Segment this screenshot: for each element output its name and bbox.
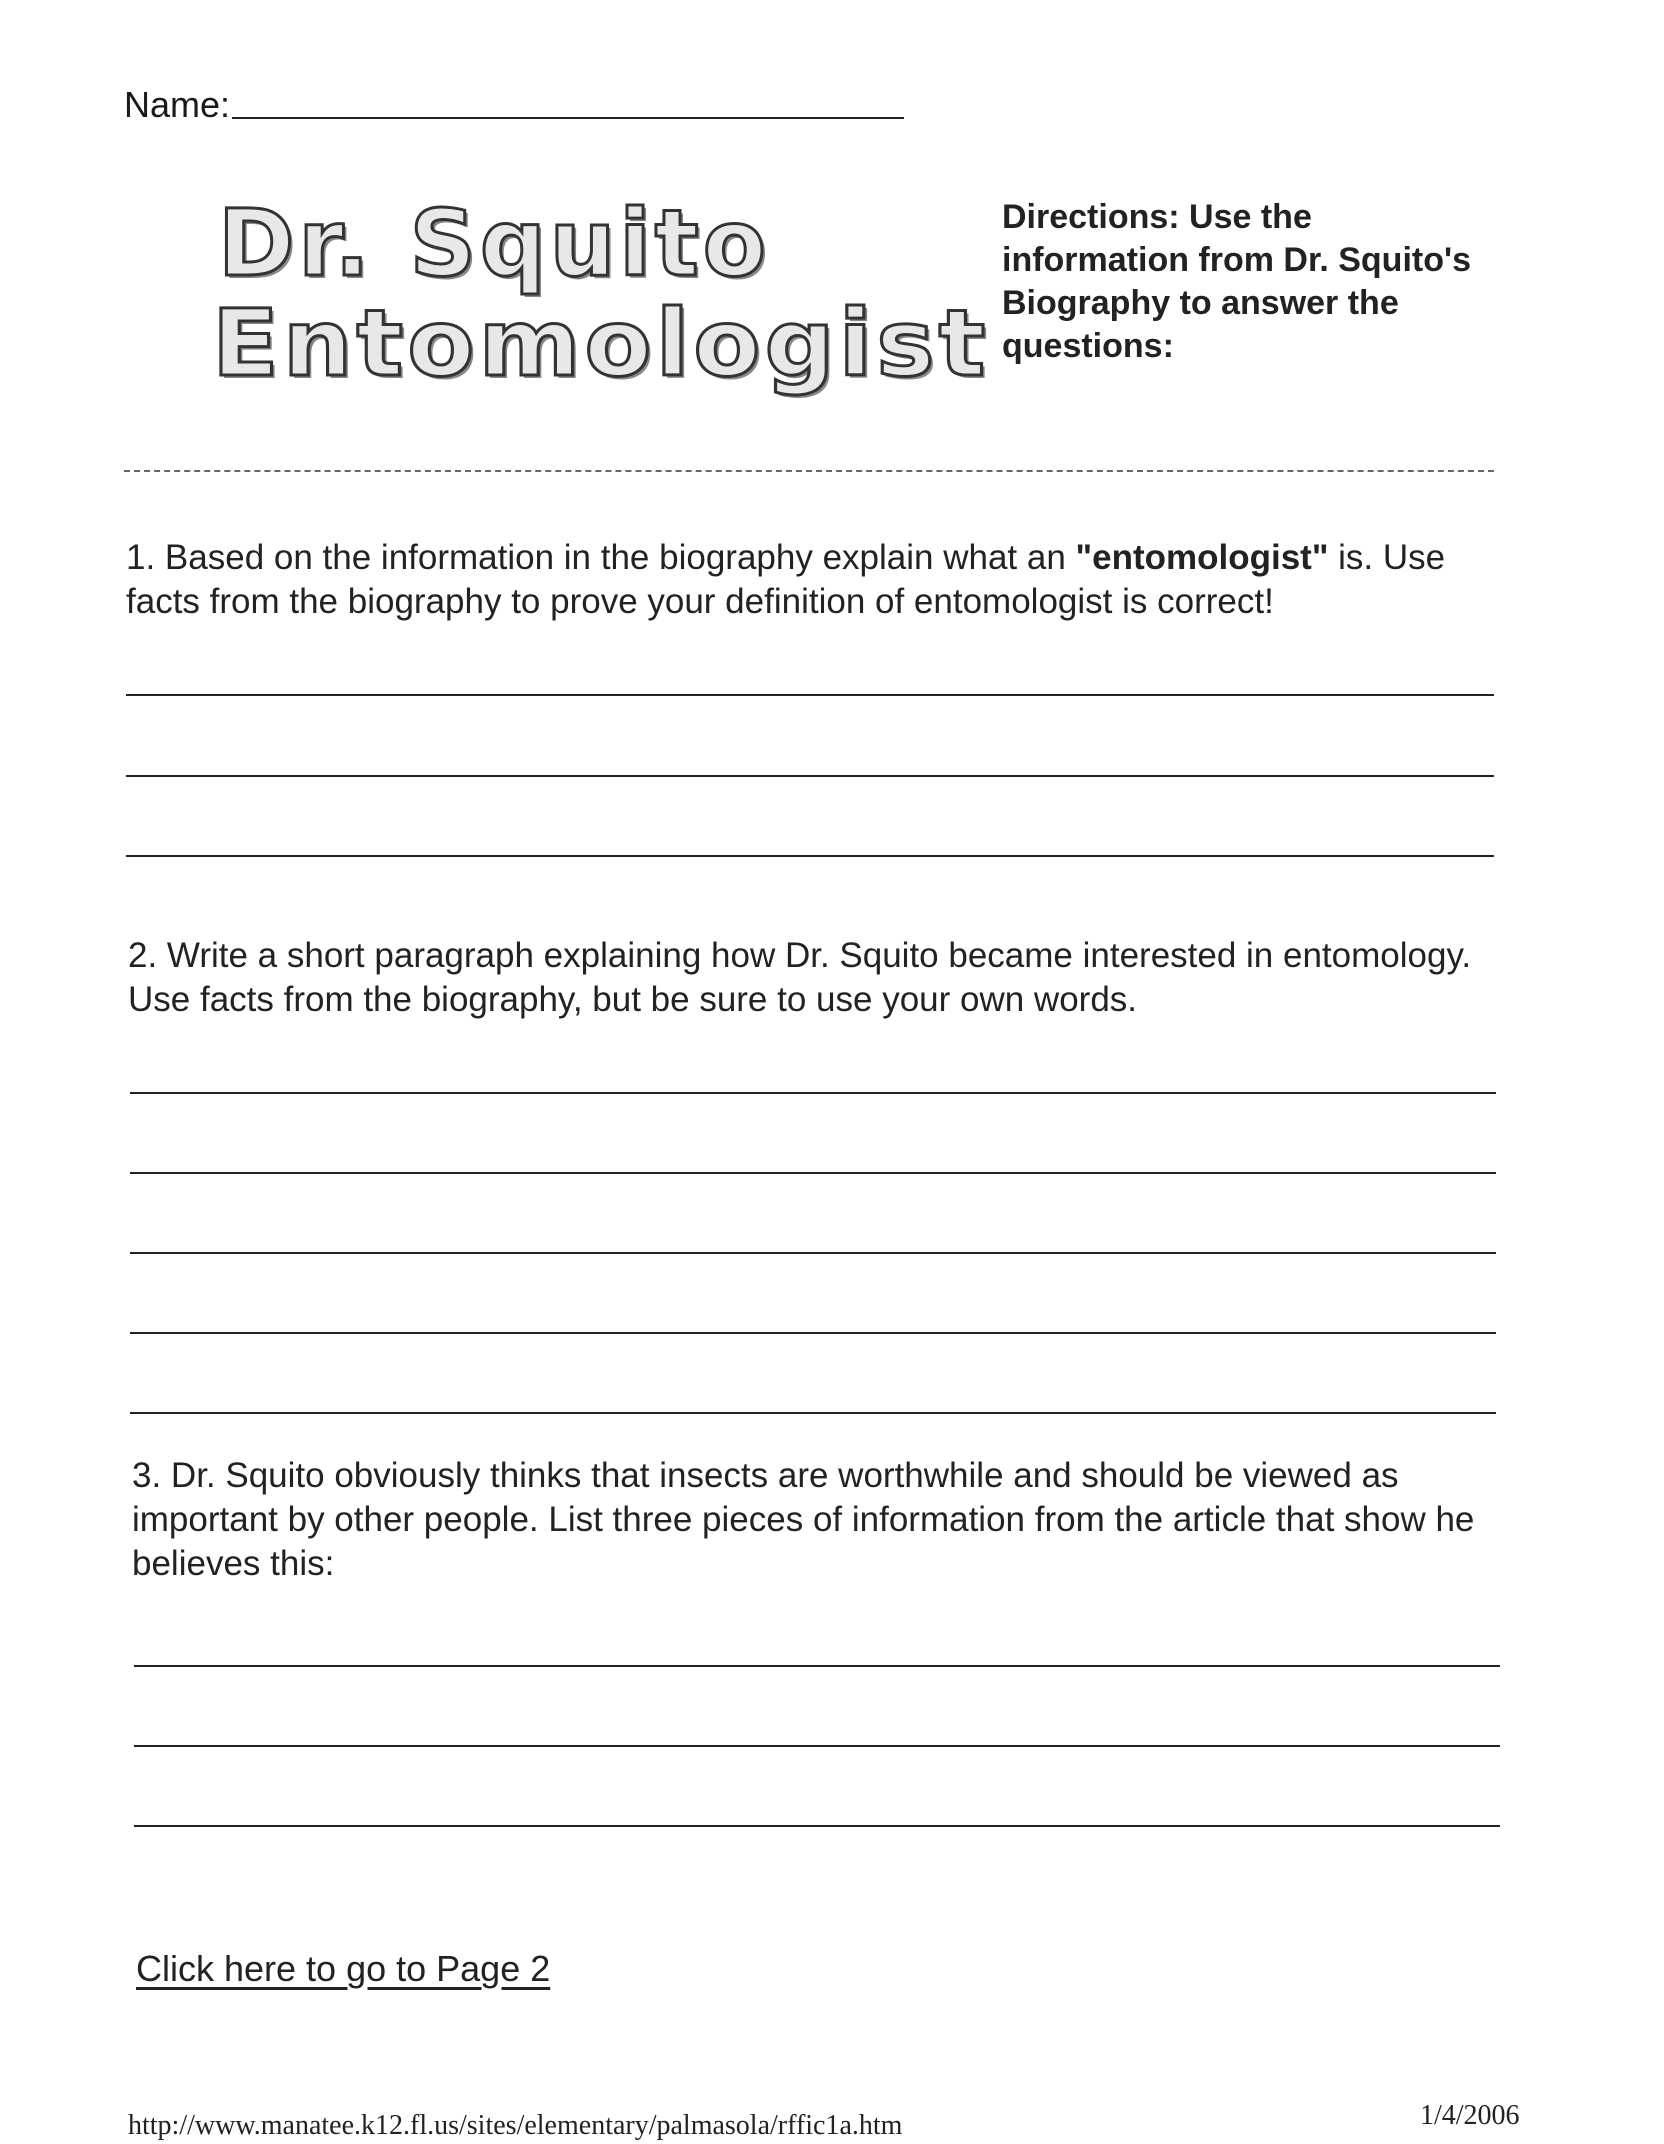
answer-line[interactable]	[126, 775, 1494, 777]
question-2: 2. Write a short paragraph explaining how Dr. Squito became interested in entomology. Use facts from the biography, but be sure to use your own words.	[128, 936, 1472, 1019]
question-3: 3. Dr. Squito obviously thinks that insects are worthwhile and should be viewed as important by other people. List three pieces of information from the article that show he believes this:	[132, 1456, 1475, 1583]
answer-line[interactable]	[126, 694, 1494, 696]
answer-line[interactable]	[130, 1412, 1496, 1414]
directions-text: Directions: Use the information from Dr. Squito's Biography to answer the questions:	[1002, 198, 1471, 365]
answer-line[interactable]	[130, 1092, 1496, 1094]
title-line-2: Entomologist	[212, 290, 990, 397]
name-field-line[interactable]	[232, 117, 904, 119]
title-line-1: Dr. Squito	[218, 190, 770, 297]
section-divider	[124, 470, 1494, 472]
page-2-link[interactable]: Click here to go to Page 2	[136, 1948, 551, 1989]
answer-line[interactable]	[130, 1332, 1496, 1334]
answer-line[interactable]	[134, 1825, 1500, 1827]
name-label: Name:	[124, 84, 231, 125]
answer-line[interactable]	[134, 1745, 1500, 1747]
answer-line[interactable]	[134, 1665, 1500, 1667]
question-1	[126, 536, 1526, 624]
question-1-post: is. Use facts from the biography to prove your definition of entomologist is correct!	[126, 538, 1446, 621]
answer-line[interactable]	[126, 855, 1494, 857]
answer-line[interactable]	[130, 1172, 1496, 1174]
footer-url: http://www.manatee.k12.fl.us/sites/elementary/palmasola/rffic1a.htm	[128, 2110, 903, 2141]
footer-date: 1/4/2006	[1420, 2100, 1520, 2131]
answer-line[interactable]	[130, 1252, 1496, 1254]
question-1-term: "entomologist"	[1075, 538, 1329, 577]
question-1-pre: 1. Based on the information in the biography explain what an	[126, 538, 1076, 577]
